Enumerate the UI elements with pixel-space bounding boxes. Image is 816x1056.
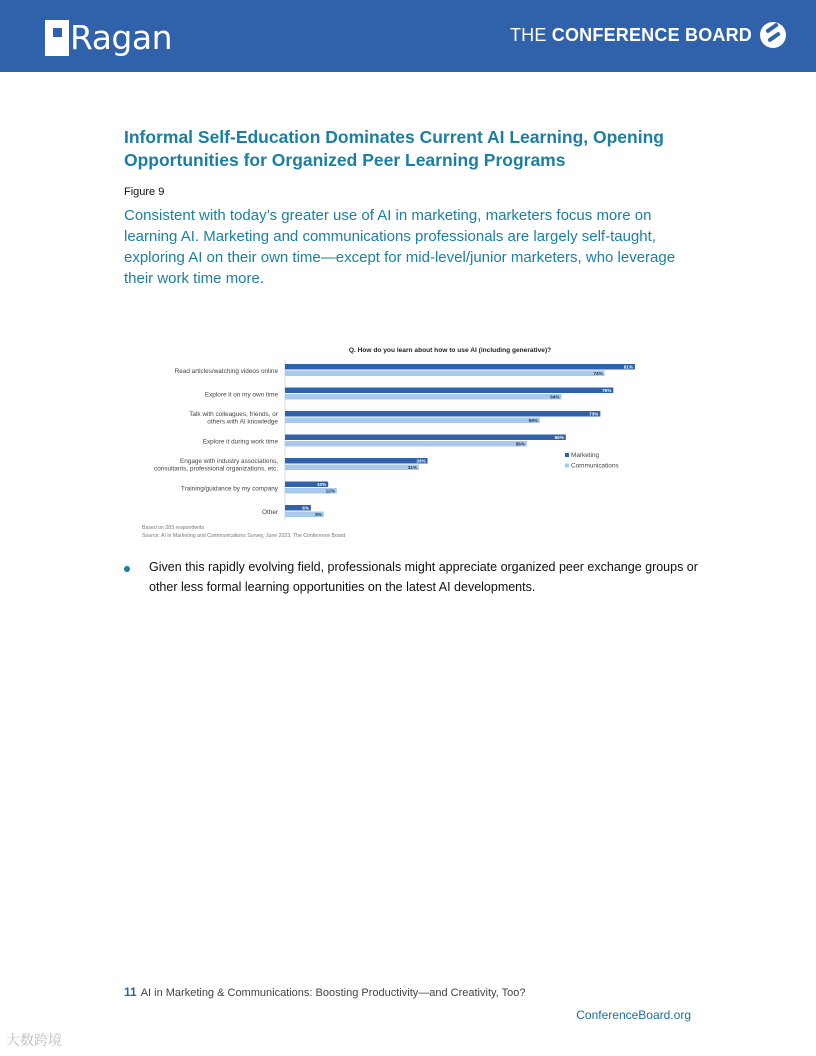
figure-label: Figure 9 [124,186,165,198]
bar-chart [120,340,660,545]
legend-label: Communications [571,462,619,470]
bar-communications [285,371,605,377]
ragan-logo-mark [45,20,69,56]
data-label: 31% [407,464,417,470]
footer-url-link[interactable]: ConferenceBoard.org [576,1008,691,1022]
bar-marketing [285,364,635,370]
category-label: Engage with industry associations, [179,458,278,466]
bar-marketing [285,411,600,417]
category-label: Explore it on my own time [204,391,278,399]
legend-swatch [565,453,569,457]
legend-swatch [565,464,569,468]
bar-communications [285,394,561,400]
chart-note: Based on 283 respondents [142,525,205,531]
bar-chart-svg [120,340,660,545]
data-label: 81% [623,364,633,370]
chart-source: Source: AI in Marketing and Communications Survey, June 2023, The Conference Board [142,533,346,539]
category-label: Explore it during work time [202,438,278,446]
category-label: Training/guidance by my company [180,485,278,493]
bar-marketing [285,435,566,441]
ragan-logo [45,16,172,56]
data-label: 76% [602,387,612,393]
conference-board-logo [510,22,786,48]
bar-marketing [285,388,613,394]
page-number: 11 [124,985,137,999]
category-label: consultants, professional organizations, etc. [154,465,278,473]
data-label: 56% [515,441,525,447]
bar-marketing [285,458,428,464]
category-label: Read articles/watching videos online [174,367,278,375]
category-label: Talk with colleagues, friends, or [189,411,278,419]
bullet-point [124,558,704,597]
bar-communications [285,418,540,424]
data-label: 33% [416,458,426,464]
legend-label: Marketing [571,452,600,459]
watermark: 大数跨境 [6,1032,62,1048]
bullet-icon [124,566,130,572]
data-label: 74% [593,370,603,376]
page-title: Informal Self-Education Dominates Current AI Learning, Opening Opportunities for Organized Peer Learning Programs [124,127,664,170]
data-label: 9% [315,511,322,517]
category-label: others with AI knowledge [207,418,278,426]
data-label: 6% [302,505,309,511]
bullet-text: Given this rapidly evolving field, professionals might appreciate organized peer exchange groups or other less formal learning opportunities on the latest AI developments. [149,560,698,594]
bar-communications [285,441,527,447]
conference-board-logo-text: THE CONFERENCE BOARD [509,24,752,45]
data-label: 65% [554,434,564,440]
data-label: 64% [550,394,560,400]
figure-subtitle: Consistent with today’s greater use of AI in marketing, marketers focus more on learning AI. Marketing and communications professionals are largely self-taught, exploring AI on their own time—except for mid-level/junior marketers, who leverage their work time more. [124,207,676,287]
data-label: 10% [316,481,327,487]
data-label: 59% [528,417,538,423]
report-title: AI in Marketing & Communications: Boosting Productivity—and Creativity, Too? [140,987,526,999]
bar-communications [285,465,419,471]
globe-icon [760,22,786,48]
category-label: Other [262,508,278,516]
page-footer [124,985,525,999]
data-label: 73% [589,411,599,417]
chart-title: Q. How do you learn about how to use AI (including generative)? [348,347,552,354]
data-label: 12% [325,488,335,494]
ragan-logo-text: Ragan [70,18,173,57]
page-header [0,0,816,72]
